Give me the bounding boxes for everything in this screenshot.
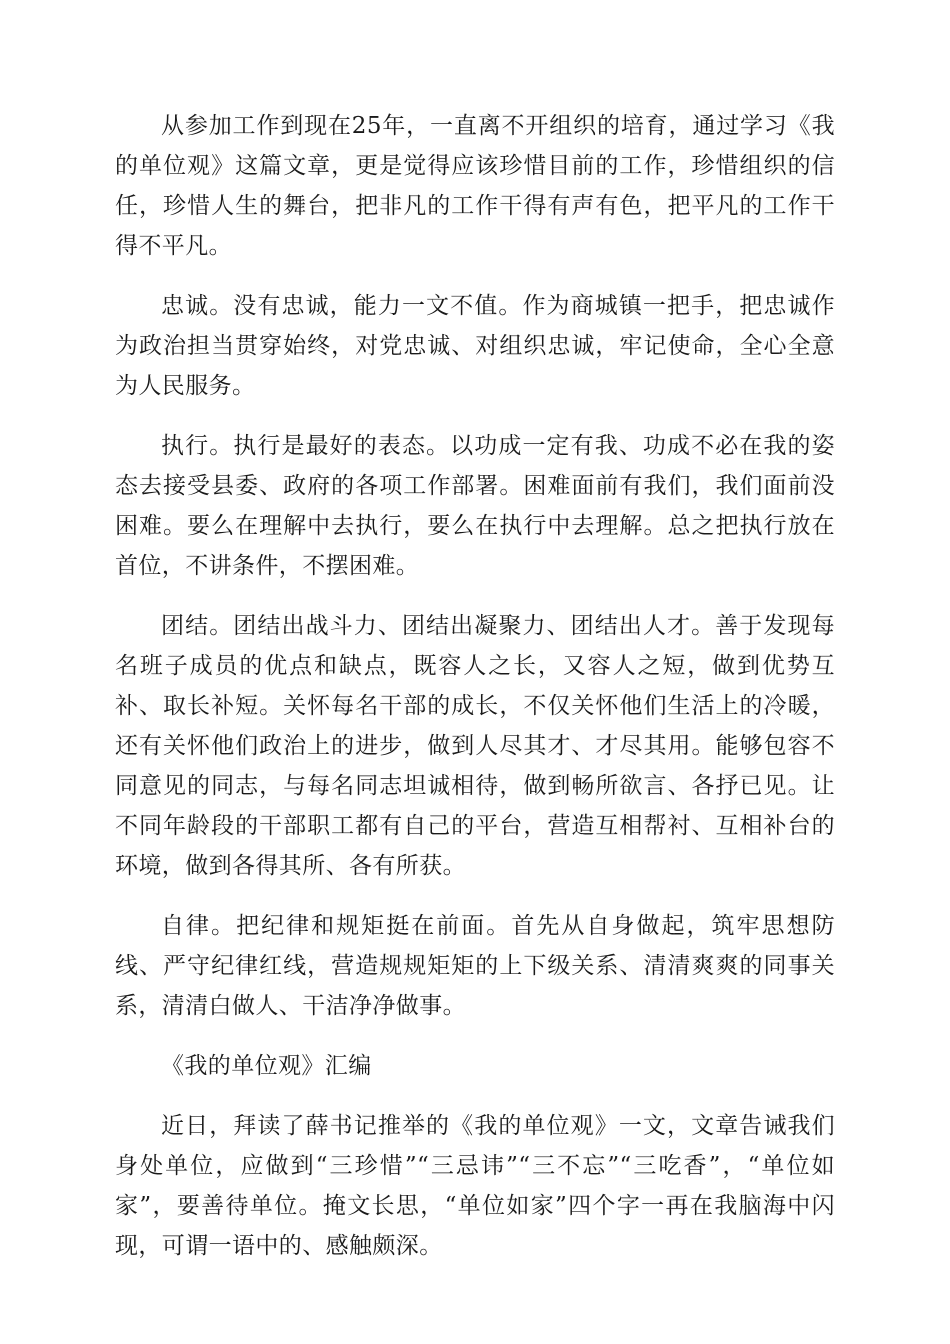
unity-paragraph: 团结。团结出战斗力、团结出凝聚力、团结出人才。善于发现每名班子成员的优点和缺点，既容人之长，又容人之短，做到优势互补、取长补短。关怀每名干部的成长，不仅关怀他们生活上的冷暖，还有关怀他们政治上的进步，做到人尽其才、才尽其用。能够包容不同意见的同志，与每名同志坦诚相待，做到畅所欲言、各抒已见。让不同年龄段的干部职工都有自己的平台，营造互相帮衬、互相补台的环境，做到各得其所、各有所获。 <box>115 613 835 879</box>
loyalty-paragraph: 忠诚。没有忠诚，能力一文不值。作为商城镇一把手，把忠诚作为政治担当贯穿始终，对党忠诚、对组织忠诚，牢记使命，全心全意为人民服务。 <box>115 293 835 399</box>
closing-paragraph: 近日，拜读了薛书记推举的《我的单位观》一文，文章告诫我们身处单位，应做到“三珍惜”“三忌讳”“三不忘”“三吃香”，“单位如家”，要善待单位。掩文长思，“单位如家”四个字一再在我脑海中闪现，可谓一语中的、感触颇深。 <box>115 1113 835 1259</box>
section-title: 《我的单位观》汇编 <box>161 1053 372 1079</box>
execution-paragraph: 执行。执行是最好的表态。以功成一定有我、功成不必在我的姿态去接受县委、政府的各项工作部署。困难面前有我们，我们面前没困难。要么在理解中去执行，要么在执行中去理解。总之把执行放在首位，不讲条件，不摆困难。 <box>115 433 835 579</box>
document-body <box>115 106 835 1286</box>
intro-paragraph: 从参加工作到现在25年，一直离不开组织的培育，通过学习《我的单位观》这篇文章，更是觉得应该珍惜目前的工作，珍惜组织的信任，珍惜人生的舞台，把非凡的工作干得有声有色，把平凡的工作干得不平凡。 <box>115 113 835 259</box>
self-discipline-paragraph: 自律。把纪律和规矩挺在前面。首先从自身做起，筑牢思想防线、严守纪律红线，营造规规矩矩的上下级关系、清清爽爽的同事关系，清清白做人、干洁净净做事。 <box>115 913 835 1019</box>
